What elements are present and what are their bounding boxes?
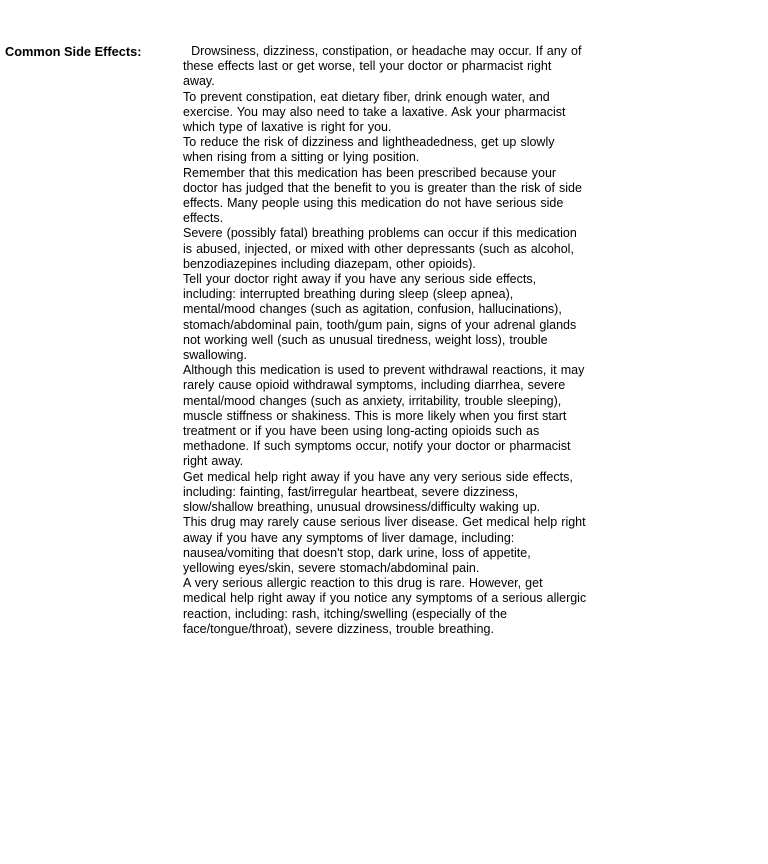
text-line: these effects last or get worse, tell your doctor or pharmacist right xyxy=(183,59,552,74)
text-line: To prevent constipation, eat dietary fiber, drink enough water, and xyxy=(183,89,550,104)
text-line: To reduce the risk of dizziness and lightheadedness, get up slowly xyxy=(183,135,555,150)
text-line: benzodiazepines including diazepam, other opioids). xyxy=(183,256,476,271)
paragraph xyxy=(183,576,658,637)
text-line: is abused, injected, or mixed with other depressants (such as alcohol, xyxy=(183,241,574,256)
text-line: Remember that this medication has been prescribed because your xyxy=(183,165,557,180)
text-line: yellowing eyes/skin, severe stomach/abdominal pain. xyxy=(183,560,480,575)
text-line: reaction, including: rash, itching/swelling (especially of the xyxy=(183,606,507,621)
paragraph xyxy=(183,44,658,90)
text-line: A very serious allergic reaction to this drug is rare. However, get xyxy=(183,576,543,591)
text-line: mental/mood changes (such as anxiety, irritability, trouble sleeping), xyxy=(183,393,562,408)
text-line: face/tongue/throat), severe dizziness, trouble breathing. xyxy=(183,621,494,636)
text-line: treatment or if you have been using long-acting opioids such as xyxy=(183,424,540,439)
text-line: away if you have any symptoms of liver damage, including: xyxy=(183,530,515,545)
text-line: This drug may rarely cause serious liver disease. Get medical help right xyxy=(183,515,586,530)
text-line: exercise. You may also need to take a laxative. Ask your pharmacist xyxy=(183,104,566,119)
paragraph xyxy=(183,166,658,227)
text-line: Get medical help right away if you have any very serious side effects, xyxy=(183,469,573,484)
text-line: mental/mood changes (such as agitation, confusion, hallucinations), xyxy=(183,302,562,317)
text-line: medical help right away if you notice any symptoms of a serious allergic xyxy=(183,591,587,606)
text-line: Drowsiness, dizziness, constipation, or headache may occur. If any of xyxy=(183,44,582,58)
text-line: away. xyxy=(183,74,215,89)
paragraph xyxy=(183,135,658,165)
paragraph xyxy=(183,470,658,516)
side-effects-text xyxy=(183,44,658,637)
text-line: including: fainting, fast/irregular heartbeat, severe dizziness, xyxy=(183,484,519,499)
paragraph xyxy=(183,272,658,363)
text-line: doctor has judged that the benefit to you is greater than the risk of side xyxy=(183,180,582,195)
paragraph xyxy=(183,515,658,576)
text-line: effects. Many people using this medication do not have serious side xyxy=(183,196,564,211)
text-line: Tell your doctor right away if you have any serious side effects, xyxy=(183,272,537,287)
text-line: not working well (such as unusual tiredness, weight loss), trouble xyxy=(183,332,548,347)
text-line: Although this medication is used to prevent withdrawal reactions, it may xyxy=(183,363,585,378)
text-line: methadone. If such symptoms occur, notify your doctor or pharmacist xyxy=(183,439,571,454)
text-line: nausea/vomiting that doesn't stop, dark urine, loss of appetite, xyxy=(183,545,531,560)
text-line: stomach/abdominal pain, tooth/gum pain, signs of your adrenal glands xyxy=(183,317,577,332)
text-line: swallowing. xyxy=(183,348,247,363)
paragraph xyxy=(183,226,658,272)
section-label-common-side-effects: Common Side Effects: xyxy=(5,44,142,59)
text-line: including: interrupted breathing during sleep (sleep apnea), xyxy=(183,287,514,302)
text-line: which type of laxative is right for you. xyxy=(183,120,392,135)
text-line: right away. xyxy=(183,454,244,469)
text-line: rarely cause opioid withdrawal symptoms, including diarrhea, severe xyxy=(183,378,566,393)
paragraph xyxy=(183,90,658,136)
text-line: Severe (possibly fatal) breathing problems can occur if this medication xyxy=(183,226,577,241)
paragraph xyxy=(183,363,658,469)
text-line: muscle stiffness or shakiness. This is more likely when you first start xyxy=(183,408,567,423)
text-line: effects. xyxy=(183,211,224,226)
text-line: slow/shallow breathing, unusual drowsiness/difficulty waking up. xyxy=(183,500,541,515)
text-line: when rising from a sitting or lying position. xyxy=(183,150,420,165)
